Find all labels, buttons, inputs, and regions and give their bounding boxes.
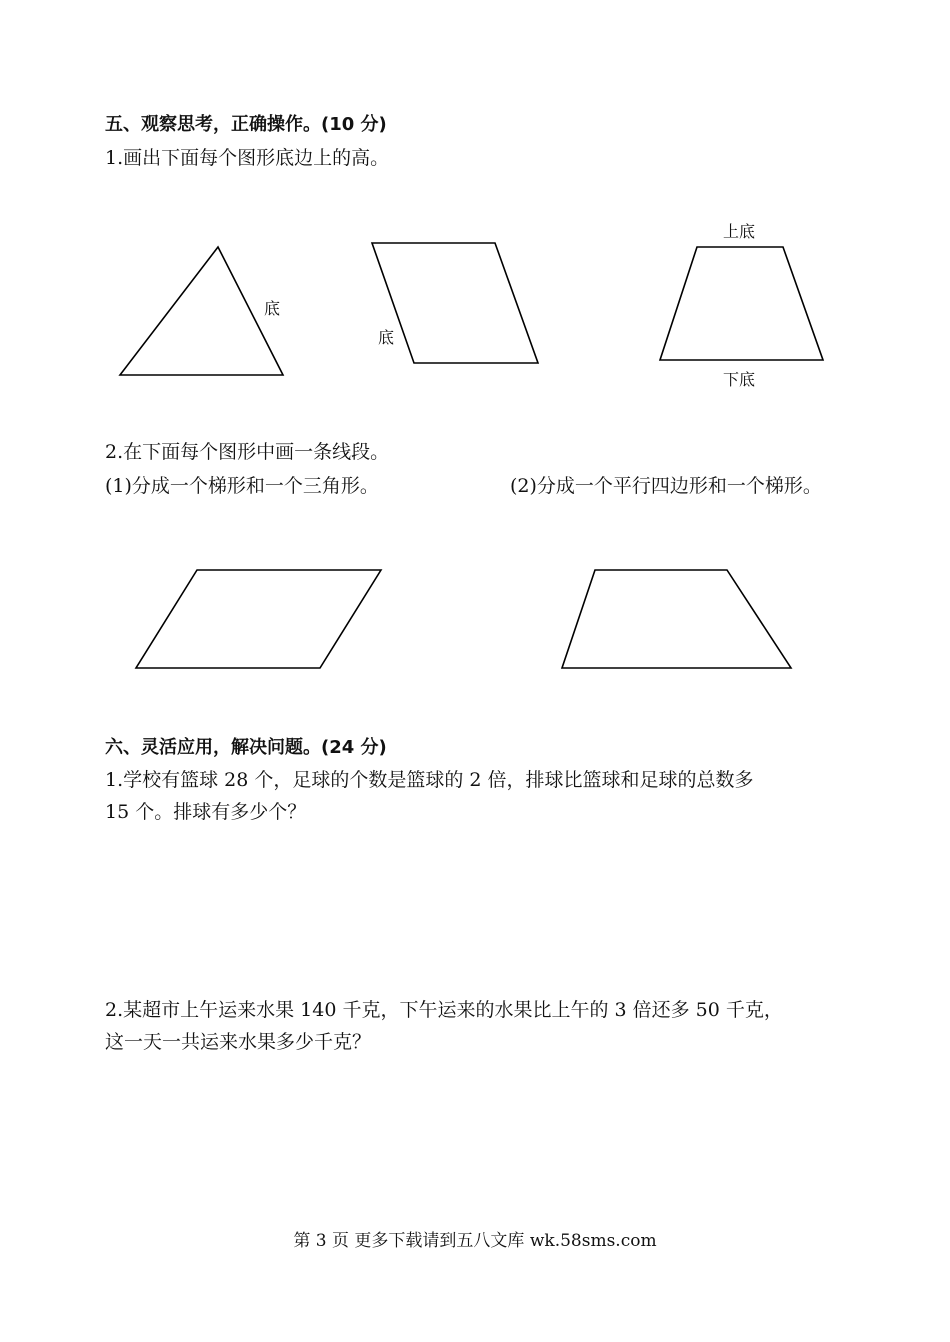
triangle-base-label: 底 (264, 299, 281, 318)
question-5-1: 1.画出下面每个图形底边上的高。 (105, 147, 390, 169)
question-6-2-line-2: 这一天一共运来水果多少千克？ (105, 1031, 372, 1053)
question-6-1-line-1: 1.学校有篮球 28 个，足球的个数是篮球的 2 倍，排球比篮球和足球的总数多 (105, 769, 754, 791)
section-six-heading: 六、灵活应用，解决问题。(24 分) (105, 737, 387, 758)
question-5-2-part-1: (1)分成一个梯形和一个三角形。 (105, 475, 379, 497)
parallelogram-figure-2 (136, 570, 381, 668)
trapezoid-top-base-label: 上底 (723, 222, 756, 241)
trapezoid-bottom-base-label: 下底 (723, 370, 756, 389)
page-footer: 第 3 页 更多下载请到五八文库 wk.58sms.com (293, 1231, 657, 1251)
parallelogram-base-label: 底 (378, 328, 395, 347)
trapezoid-figure-2 (562, 570, 791, 668)
question-6-1-line-2: 15 个。排球有多少个？ (105, 801, 307, 823)
question-6-2-line-1: 2.某超市上午运来水果 140 千克，下午运来的水果比上午的 3 倍还多 50 千克， (105, 999, 783, 1021)
trapezoid-figure (660, 247, 823, 360)
question-5-2: 2.在下面每个图形中画一条线段。 (105, 441, 390, 463)
parallelogram-figure (372, 243, 538, 363)
question-5-2-part-2: (2)分成一个平行四边形和一个梯形。 (510, 475, 822, 497)
triangle-figure (120, 247, 283, 375)
section-five-heading: 五、观察思考，正确操作。(10 分) (105, 114, 387, 135)
